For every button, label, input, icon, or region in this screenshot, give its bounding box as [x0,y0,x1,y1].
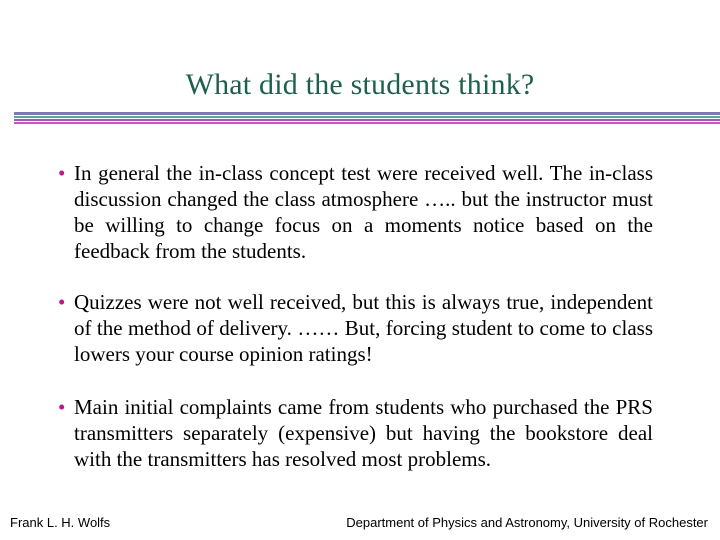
underline-stripe [14,116,720,118]
slide-title: What did the students think? [185,68,535,101]
footer-author: Frank L. H. Wolfs [10,515,111,530]
bullet-text: Main initial complaints came from students who purchased the PRS transmitters separately (expensive) but having the bookstore deal with the transmitters has resolved most problems. [74,395,653,471]
bullet-item [58,394,653,472]
underline-stripe [14,119,720,121]
footer-affiliation: Department of Physics and Astronomy, University of Rochester [346,515,708,530]
bullet-item [58,289,653,367]
bullet-marker: • [58,161,66,185]
bullet-text: Quizzes were not well received, but this is always true, independent of the method of delivery. …… But, forcing student to come to class lowers your course opinion ratings! [74,290,653,366]
bullet-text: In general the in-class concept test were received well. The in-class discussion changed the class atmosphere ….. but the instructor must be willing to change focus on a moments notice based on the feedback from the students. [74,161,653,263]
underline-stripe [14,112,720,115]
bullet-marker: • [58,395,66,419]
bullet-item [58,160,653,264]
title-underline [14,112,720,126]
bullet-marker: • [58,290,66,314]
underline-stripe [14,122,720,124]
